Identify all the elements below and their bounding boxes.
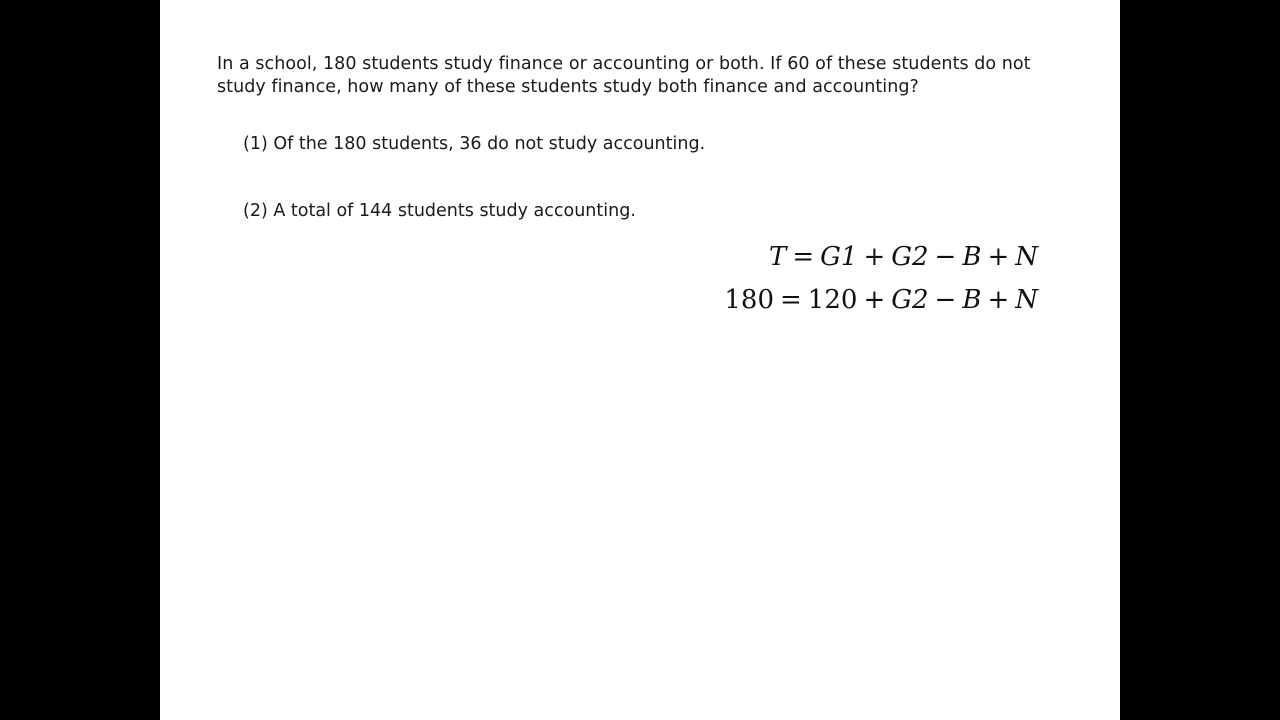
eq-term-g2: G2 [891,285,929,315]
eq-lhs-value: 180 [724,285,774,315]
eq-plus: + [987,242,1010,272]
statement-1: (1) Of the 180 students, 36 do not study accounting. [243,134,706,154]
eq-plus: + [863,285,886,315]
eq-term-g1: G1 [820,242,858,272]
eq-equals: = [792,242,815,272]
slide [160,0,1120,720]
eq-minus: − [934,242,957,272]
letterbox-left [0,0,160,720]
eq-term-n: N [1015,242,1038,272]
eq-term-b: B [962,285,982,315]
eq-plus: + [987,285,1010,315]
eq-term-value: 120 [807,285,858,315]
equation-general [769,241,1038,273]
eq-equals: = [780,285,802,315]
statement-2: (2) A total of 144 students study accounting. [243,201,636,221]
eq-lhs: T [768,242,787,272]
eq-term-n: N [1015,285,1038,315]
eq-minus: − [934,285,957,315]
letterbox-right [1120,0,1280,720]
eq-term-b: B [962,242,982,272]
eq-term-g2: G2 [891,242,929,272]
eq-plus: + [863,242,886,272]
question-text: In a school, 180 students study finance or accounting or both. If 60 of these students do not study finance, how many of these students study both finance and accounting? [217,54,1031,97]
equation-substituted [724,284,1038,316]
